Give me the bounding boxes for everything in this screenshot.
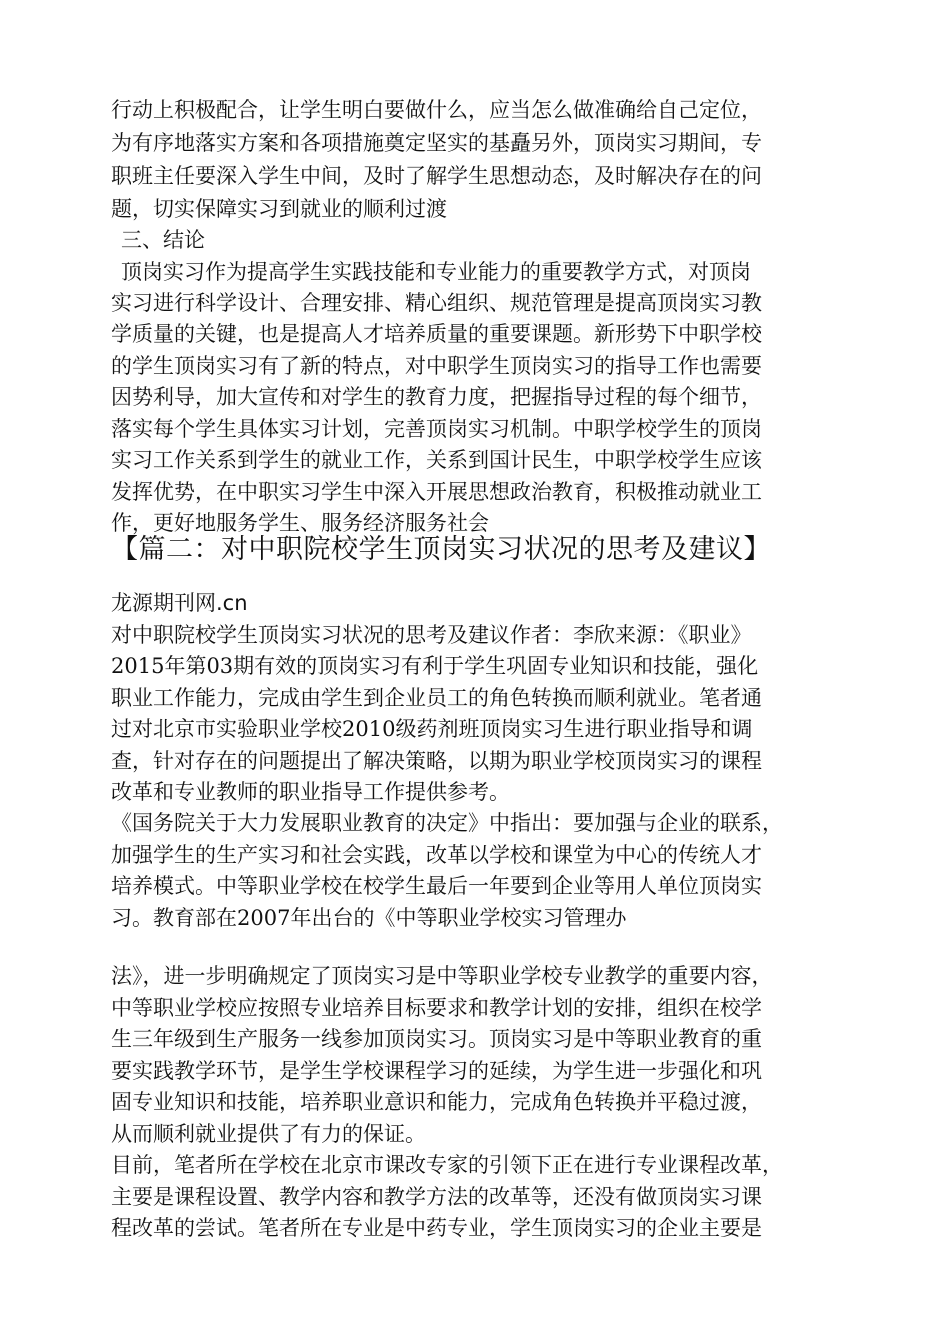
- paragraph-line: 顶岗实习作为提高学生实践技能和专业能力的重要教学方式，对顶岗: [121, 260, 751, 284]
- paragraph-line: 程改革的尝试。笔者所在专业是中药专业，学生顶岗实习的企业主要是: [111, 1216, 762, 1240]
- paragraph-line: 培养模式。中等职业学校在校学生最后一年要到企业等用人单位顶岗实: [111, 874, 762, 898]
- paragraph-line: 实习进行科学设计、合理安排、精心组织、规范管理是提高顶岗实习教: [111, 291, 762, 315]
- paragraph-line: 主要是课程设置、教学内容和教学方法的改革等，还没有做顶岗实习课: [111, 1185, 762, 1209]
- part2-title: 【篇二：对中职院校学生顶岗实习状况的思考及建议】: [111, 534, 771, 565]
- paragraph-line: 要实践教学环节，是学生学校课程学习的延续，为学生进一步强化和巩: [111, 1059, 762, 1083]
- paragraph-line: 从而顺利就业提供了有力的保证。: [111, 1122, 426, 1146]
- paragraph-line: 行动上积极配合，让学生明白要做什么，应当怎么做准确给自己定位，: [111, 98, 762, 122]
- paragraph-line: 习。教育部在2007年出台的《中等职业学校实习管理办: [111, 906, 627, 930]
- paragraph-line: 过对北京市实验职业学校2010级药剂班顶岗实习生进行职业指导和调: [111, 717, 753, 741]
- paragraph-line: 作，更好地服务学生、服务经济服务社会: [111, 511, 489, 535]
- paragraph-line: 落实每个学生具体实习计划，完善顶岗实习机制。中职学校学生的顶岗: [111, 417, 762, 441]
- paragraph-line: 因势利导，加大宣传和对学生的教育力度，把握指导过程的每个细节，: [111, 385, 762, 409]
- paragraph-line: 法》，进一步明确规定了顶岗实习是中等职业学校专业教学的重要内容，: [111, 964, 773, 988]
- paragraph-line: 发挥优势，在中职实习学生中深入开展思想政治教育，积极推动就业工: [111, 480, 762, 504]
- paragraph-line: 中等职业学校应按照专业培养目标要求和教学计划的安排，组织在校学: [111, 996, 762, 1020]
- paragraph-line: 查，针对存在的问题提出了解决策略，以期为职业学校顶岗实习的课程: [111, 749, 762, 773]
- paragraph-line: 题，切实保障实习到就业的顺利过渡: [111, 197, 447, 221]
- paragraph-line: 《国务院关于大力发展职业教育的决定》中指出：要加强与企业的联系，: [111, 811, 783, 835]
- paragraph-line: 学质量的关键，也是提高人才培养质量的重要课题。新形势下中职学校: [111, 322, 762, 346]
- paragraph-line: 目前，笔者所在学校在北京市课改专家的引领下正在进行专业课程改革，: [111, 1153, 783, 1177]
- paragraph-line: 为有序地落实方案和各项措施奠定坚实的基矗另外，顶岗实习期间，专: [111, 131, 762, 155]
- paragraph-line: 生三年级到生产服务一线参加顶岗实习。顶岗实习是中等职业教育的重: [111, 1027, 762, 1051]
- paragraph-line: 职业工作能力，完成由学生到企业员工的角色转换而顺利就业。笔者通: [111, 686, 762, 710]
- paragraph-line: 改革和专业教师的职业指导工作提供参考。: [111, 780, 510, 804]
- paragraph-line: 加强学生的生产实习和社会实践，改革以学校和课堂为中心的传统人才: [111, 843, 762, 867]
- paragraph-line: 2015年第03期有效的顶岗实习有利于学生巩固专业知识和技能，强化: [111, 654, 759, 678]
- source-site: 龙源期刊网.cn: [111, 591, 248, 615]
- paragraph-line: 实习工作关系到学生的就业工作，关系到国计民生，中职学校学生应该: [111, 448, 762, 472]
- section-heading-conclusion: 三、结论: [121, 228, 205, 252]
- paragraph-line: 职班主任要深入学生中间，及时了解学生思想动态，及时解决存在的问: [111, 164, 762, 188]
- paragraph-line: 对中职院校学生顶岗实习状况的思考及建议作者：李欣来源：《职业》: [111, 623, 752, 647]
- paragraph-line: 固专业知识和技能，培养职业意识和能力，完成角色转换并平稳过渡，: [111, 1090, 762, 1114]
- paragraph-line: 的学生顶岗实习有了新的特点，对中职学生顶岗实习的指导工作也需要: [111, 354, 762, 378]
